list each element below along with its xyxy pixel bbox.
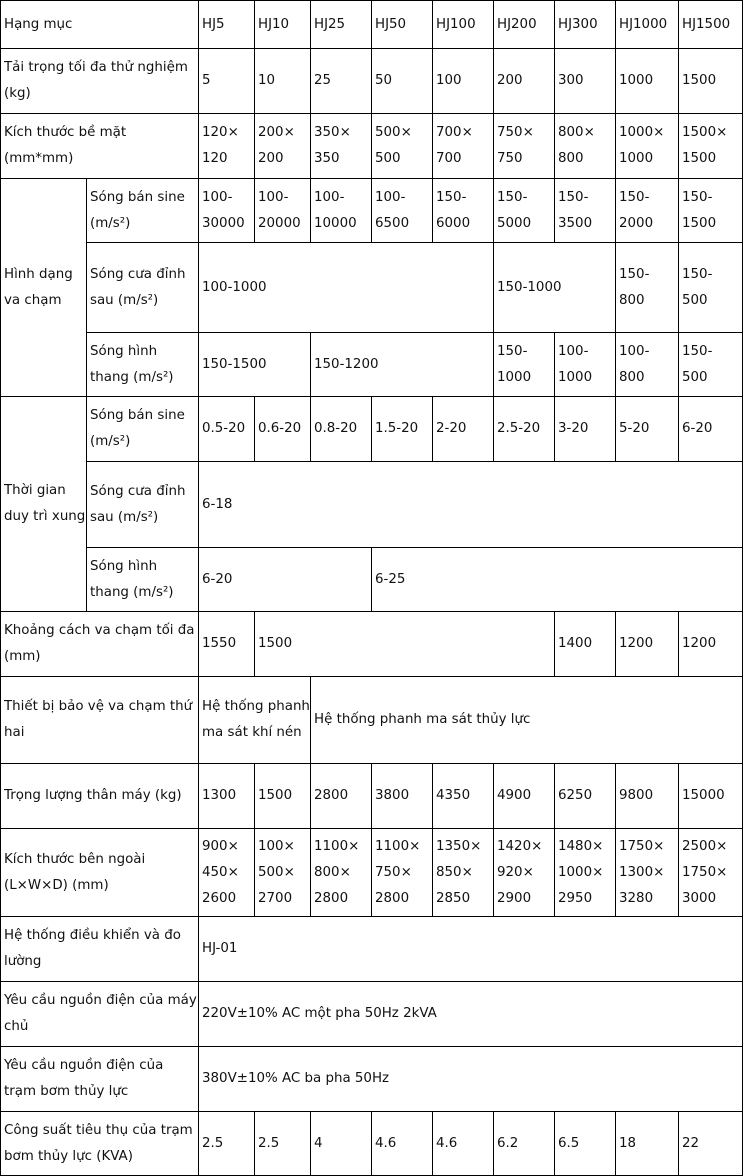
row-label: Yêu cầu nguồn điện của máy chủ xyxy=(1,982,199,1047)
row-label: Kích thước bên ngoài (L×W×D) (mm) xyxy=(1,829,199,917)
header-label: Hạng mục xyxy=(1,1,199,49)
value-cell: 150- 1000 xyxy=(494,333,555,397)
row-label: Thiết bị bảo vệ va chạm thứ hai xyxy=(1,677,199,764)
value-cell: 150-1200 xyxy=(311,333,494,397)
value-cell: 0.5-20 xyxy=(199,397,255,462)
value-cell: 6-20 xyxy=(679,397,743,462)
value-cell: 100- 1000 xyxy=(555,333,616,397)
row-label: Khoảng cách va chạm tối đa (mm) xyxy=(1,612,199,677)
model-hj10: HJ10 xyxy=(255,1,311,49)
value-cell: 900× 450× 2600 xyxy=(199,829,255,917)
row-body-weight xyxy=(1,764,743,829)
row-shape-half-sine xyxy=(1,179,743,243)
value-cell: 1500 xyxy=(255,764,311,829)
header-row xyxy=(1,1,743,49)
value-cell: 15000 xyxy=(679,764,743,829)
model-hj1000: HJ1000 xyxy=(616,1,679,49)
value-cell: 350× 350 xyxy=(311,114,372,179)
value-cell: 150- 500 xyxy=(679,243,743,333)
row-control-system xyxy=(1,917,743,982)
value-cell: 3-20 xyxy=(555,397,616,462)
value-cell: 1400 xyxy=(555,612,616,677)
value-cell: 5 xyxy=(199,49,255,114)
value-cell: 1500 xyxy=(255,612,555,677)
value-cell: 10 xyxy=(255,49,311,114)
row-label: Yêu cầu nguồn điện của trạm bơm thủy lực xyxy=(1,1047,199,1112)
value-cell: 4.6 xyxy=(372,1112,433,1176)
value-cell: 150- 2000 xyxy=(616,179,679,243)
model-hj25: HJ25 xyxy=(311,1,372,49)
row-second-impact xyxy=(1,677,743,764)
value-cell: HJ-01 xyxy=(199,917,743,982)
value-cell: 150- 6000 xyxy=(433,179,494,243)
value-cell: 800× 800 xyxy=(555,114,616,179)
value-cell: 1.5-20 xyxy=(372,397,433,462)
value-cell: 100- 10000 xyxy=(311,179,372,243)
value-cell: 1100× 800× 2800 xyxy=(311,829,372,917)
row-pump-consumption xyxy=(1,1112,743,1176)
value-cell: 100- 6500 xyxy=(372,179,433,243)
row-pump-power xyxy=(1,1047,743,1112)
value-cell: 200 xyxy=(494,49,555,114)
value-cell: 22 xyxy=(679,1112,743,1176)
value-cell: 1300 xyxy=(199,764,255,829)
row-shape-sawtooth xyxy=(1,243,743,333)
value-cell: 5-20 xyxy=(616,397,679,462)
value-cell: 4 xyxy=(311,1112,372,1176)
value-cell: 1200 xyxy=(616,612,679,677)
sub-label: Sóng bán sine (m/s²) xyxy=(87,179,199,243)
row-max-distance xyxy=(1,612,743,677)
value-cell: 700× 700 xyxy=(433,114,494,179)
row-label: Kích thước bề mặt (mm*mm) xyxy=(1,114,199,179)
sub-label: Sóng hình thang (m/s²) xyxy=(87,548,199,612)
sub-label: Sóng cưa đỉnh sau (m/s²) xyxy=(87,243,199,333)
value-cell: 2.5 xyxy=(199,1112,255,1176)
value-cell: Hệ thống phanh ma sát thủy lực xyxy=(311,677,743,764)
value-cell: 1200 xyxy=(679,612,743,677)
value-cell: 4900 xyxy=(494,764,555,829)
value-cell: 1000 xyxy=(616,49,679,114)
value-cell: 6-20 xyxy=(199,548,372,612)
value-cell: 6.5 xyxy=(555,1112,616,1176)
value-cell: 18 xyxy=(616,1112,679,1176)
value-cell: 150- 1500 xyxy=(679,179,743,243)
value-cell: 200× 200 xyxy=(255,114,311,179)
model-hj50: HJ50 xyxy=(372,1,433,49)
value-cell: 150- 500 xyxy=(679,333,743,397)
value-cell: 6-18 xyxy=(199,462,743,548)
value-cell: 150- 3500 xyxy=(555,179,616,243)
group-label-shock-shape: Hình dạng va chạm xyxy=(1,179,87,397)
row-label: Tải trọng tối đa thử nghiệm (kg) xyxy=(1,49,199,114)
value-cell: 9800 xyxy=(616,764,679,829)
value-cell: 1550 xyxy=(199,612,255,677)
value-cell: 380V±10% AC ba pha 50Hz xyxy=(199,1047,743,1112)
value-cell: 300 xyxy=(555,49,616,114)
model-hj200: HJ200 xyxy=(494,1,555,49)
value-cell: 6250 xyxy=(555,764,616,829)
value-cell: 150- 800 xyxy=(616,243,679,333)
value-cell: 500× 500 xyxy=(372,114,433,179)
value-cell: 2800 xyxy=(311,764,372,829)
value-cell: 2.5-20 xyxy=(494,397,555,462)
value-cell: 1100× 750× 2800 xyxy=(372,829,433,917)
value-cell: 100- 30000 xyxy=(199,179,255,243)
value-cell: 4.6 xyxy=(433,1112,494,1176)
row-duration-sawtooth xyxy=(1,462,743,548)
value-cell: 1750× 1300× 3280 xyxy=(616,829,679,917)
group-label-pulse-duration: Thời gian duy trì xung xyxy=(1,397,87,612)
model-hj5: HJ5 xyxy=(199,1,255,49)
row-shape-trapezoid xyxy=(1,333,743,397)
row-label: Hệ thống điều khiển và đo lường xyxy=(1,917,199,982)
value-cell: 0.6-20 xyxy=(255,397,311,462)
model-hj300: HJ300 xyxy=(555,1,616,49)
value-cell: 2500× 1750× 3000 xyxy=(679,829,743,917)
value-cell: 120× 120 xyxy=(199,114,255,179)
value-cell: 1350× 850× 2850 xyxy=(433,829,494,917)
row-label: Công suất tiêu thụ của trạm bơm thủy lực (KVA) xyxy=(1,1112,199,1176)
value-cell: 1000× 1000 xyxy=(616,114,679,179)
model-hj1500: HJ1500 xyxy=(679,1,743,49)
value-cell: 0.8-20 xyxy=(311,397,372,462)
row-surface-size xyxy=(1,114,743,179)
value-cell: 25 xyxy=(311,49,372,114)
row-host-power xyxy=(1,982,743,1047)
value-cell: 3800 xyxy=(372,764,433,829)
value-cell: 100× 500× 2700 xyxy=(255,829,311,917)
value-cell: 100-1000 xyxy=(199,243,494,333)
value-cell: 100- 800 xyxy=(616,333,679,397)
value-cell: 2-20 xyxy=(433,397,494,462)
value-cell: 150-1000 xyxy=(494,243,616,333)
value-cell: 4350 xyxy=(433,764,494,829)
value-cell: 750× 750 xyxy=(494,114,555,179)
value-cell: 1500 xyxy=(679,49,743,114)
row-duration-half-sine xyxy=(1,397,743,462)
value-cell: 100- 20000 xyxy=(255,179,311,243)
value-cell: 50 xyxy=(372,49,433,114)
value-cell: 100 xyxy=(433,49,494,114)
value-cell: 2.5 xyxy=(255,1112,311,1176)
value-cell: 220V±10% AC một pha 50Hz 2kVA xyxy=(199,982,743,1047)
value-cell: 6-25 xyxy=(372,548,743,612)
sub-label: Sóng hình thang (m/s²) xyxy=(87,333,199,397)
value-cell: Hệ thống phanh ma sát khí nén xyxy=(199,677,311,764)
value-cell: 1420× 920× 2900 xyxy=(494,829,555,917)
row-label: Trọng lượng thân máy (kg) xyxy=(1,764,199,829)
row-duration-trapezoid xyxy=(1,548,743,612)
value-cell: 1480× 1000× 2950 xyxy=(555,829,616,917)
sub-label: Sóng bán sine (m/s²) xyxy=(87,397,199,462)
value-cell: 1500× 1500 xyxy=(679,114,743,179)
row-max-load xyxy=(1,49,743,114)
model-hj100: HJ100 xyxy=(433,1,494,49)
row-outer-size xyxy=(1,829,743,917)
sub-label: Sóng cưa đỉnh sau (m/s²) xyxy=(87,462,199,548)
value-cell: 150-1500 xyxy=(199,333,311,397)
value-cell: 6.2 xyxy=(494,1112,555,1176)
value-cell: 150- 5000 xyxy=(494,179,555,243)
